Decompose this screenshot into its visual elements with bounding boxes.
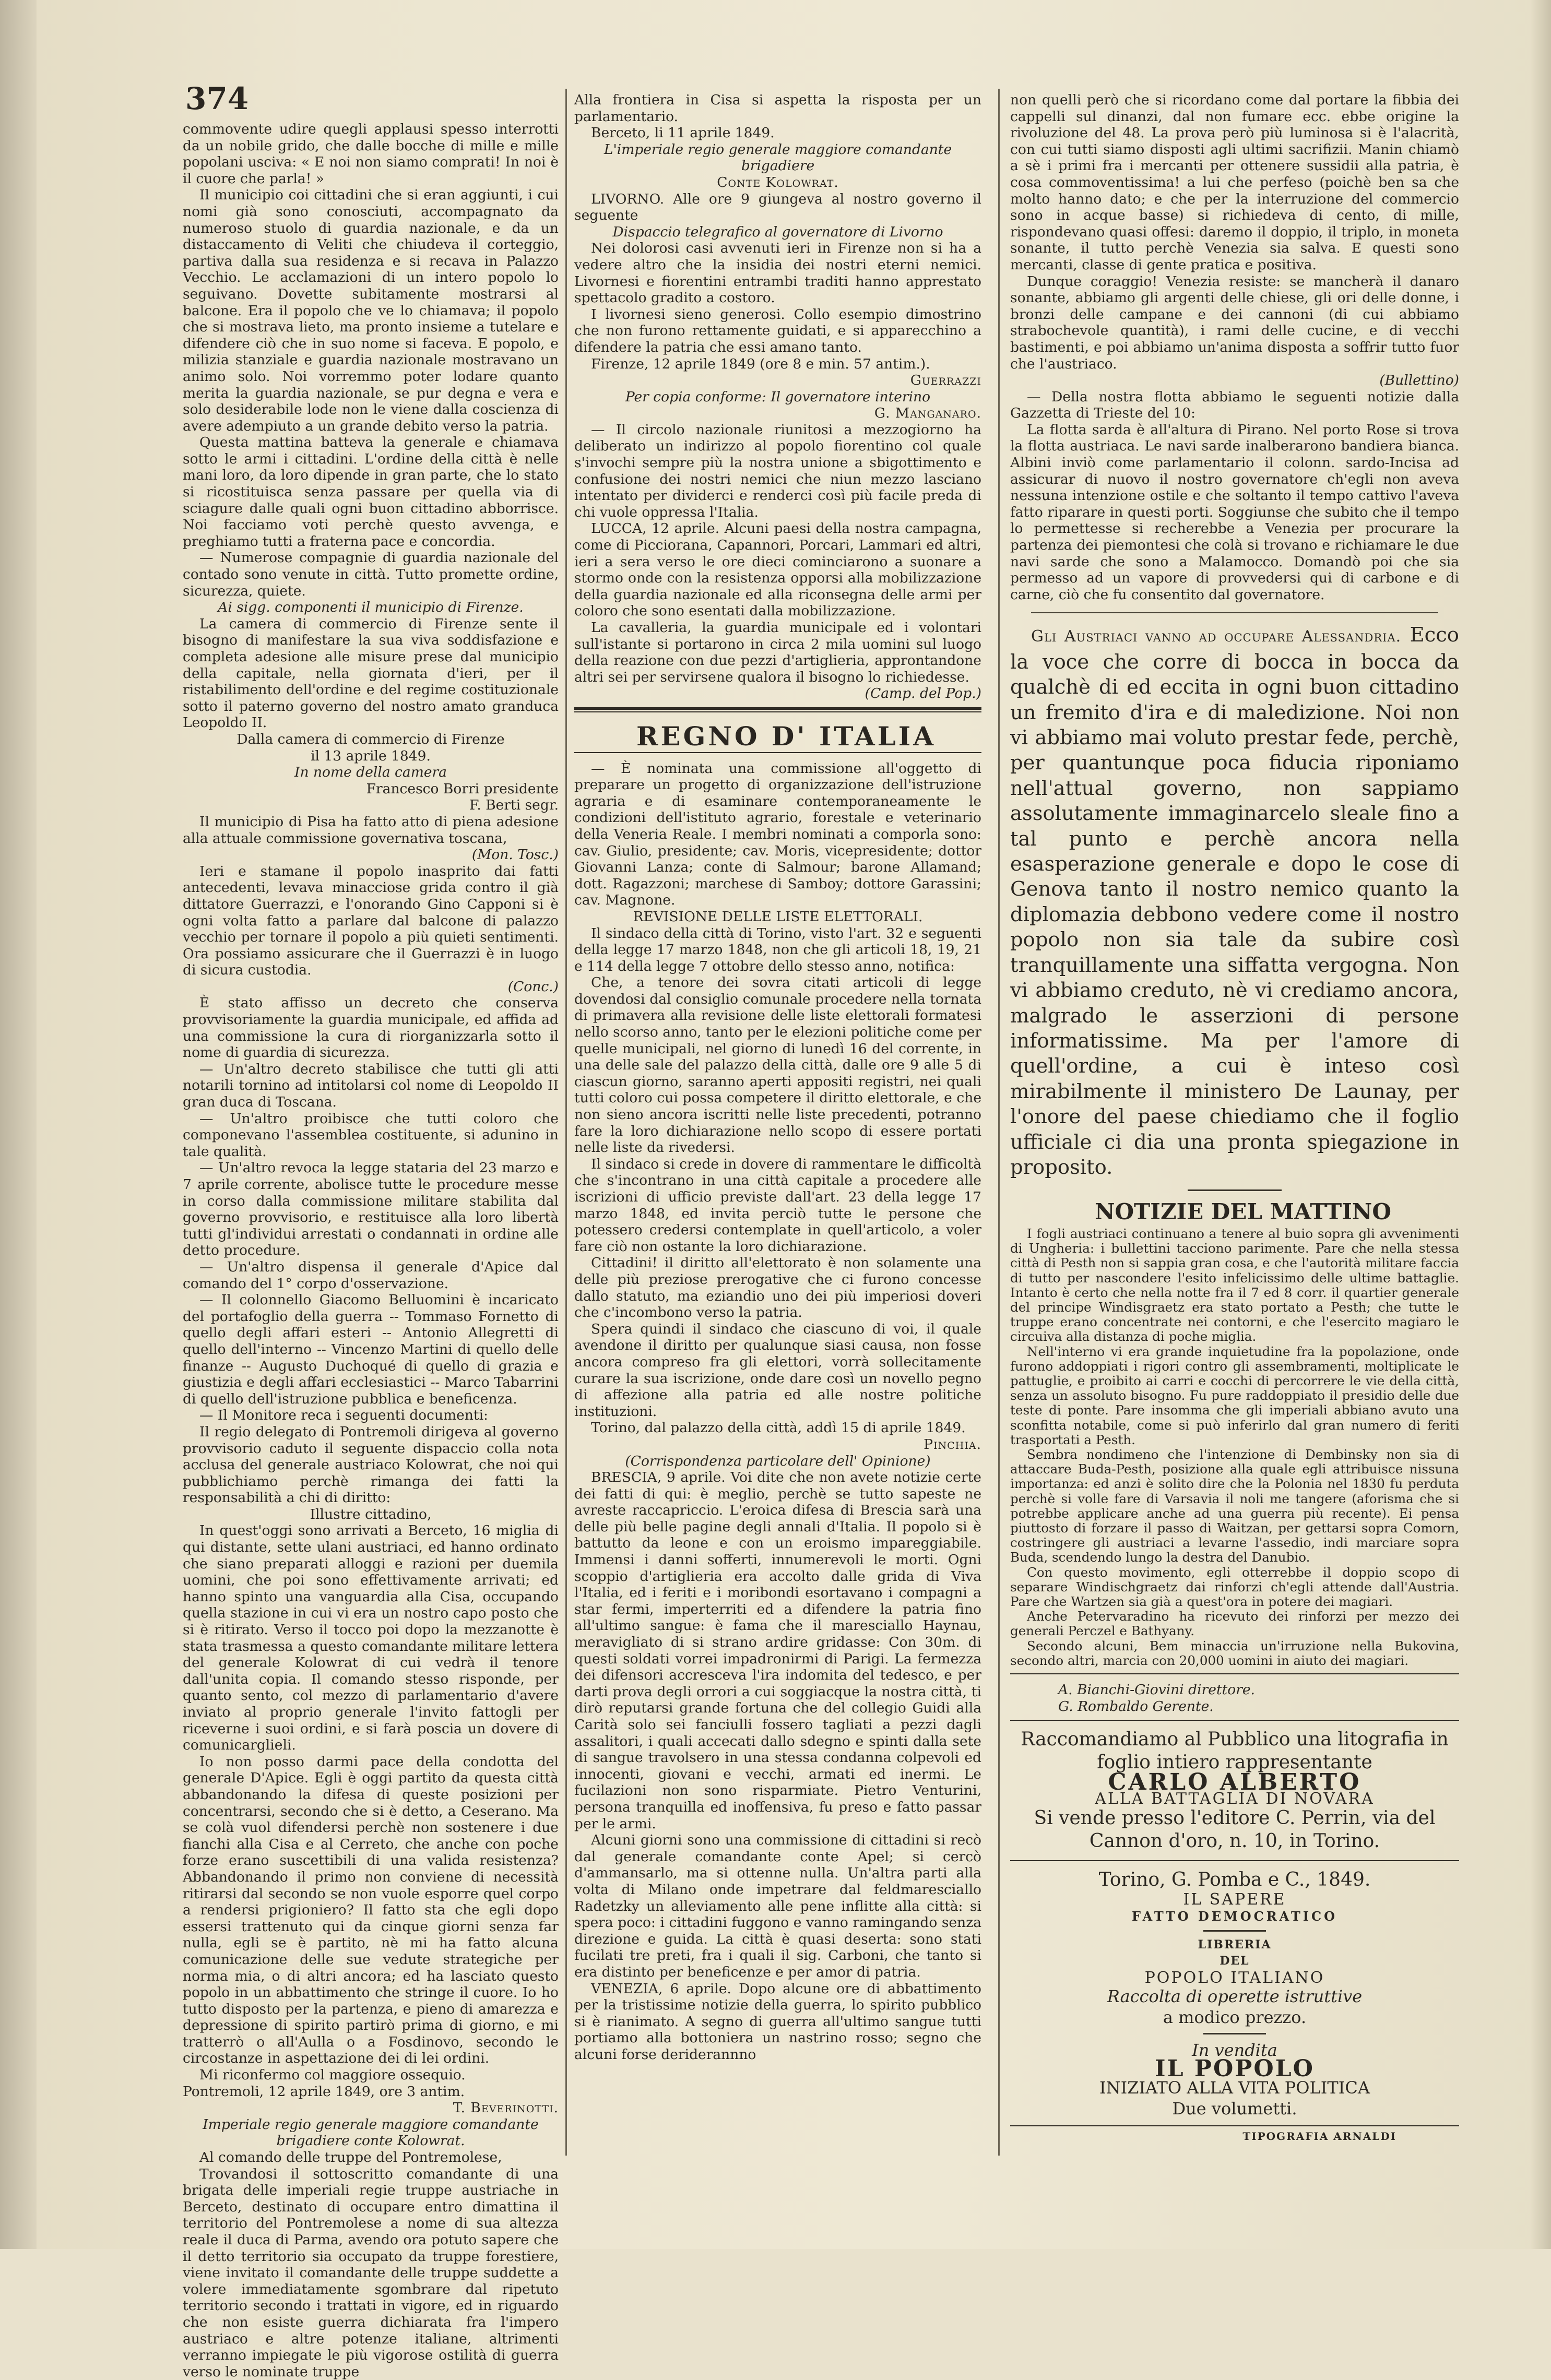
decree-paragraph: — Un'altro proibisce che tutti coloro che componevano l'assemblea costituente, si adunino in tale qualità. bbox=[183, 1110, 559, 1160]
column-2 bbox=[574, 92, 981, 2232]
libreria-label: LIBRERIA bbox=[1198, 1937, 1272, 1951]
sapere-title: IL SAPERE bbox=[1183, 1890, 1286, 1909]
livorno-paragraph: Nei dolorosi casi avvenuti ieri in Firenze non si ha a vedere altro che la insidia dei nostri eterni nemici. Livornesi e fiorentini entrambi traditi hanno apprestato spettacolo gradito a costoro. bbox=[574, 240, 981, 306]
publisher-line: Torino, G. Pomba e C., 1849. bbox=[1098, 1869, 1371, 1891]
letter-paragraph: Mi riconfermo col maggiore ossequio. bbox=[199, 2067, 466, 2084]
ieri-text: Ieri e stamane il popolo inasprito dai fatti antecedenti, levava minacciose grida contro il già dittatore Guerrazzi, e l'onorando Gino Capponi si è ogni volta fatto a parlare dal balcone di palazzo vecchio per tornare il popolo a più quieti sentimenti. Ora possiamo assicurare che il Guerrazzi è in luogo di sicura custodia. bbox=[183, 863, 559, 979]
austriaci-text: Ecco la voce che corre di bocca in bocca da qualchè di ed eccita in ogni buon cittadino un fremito d'ira e di maledizione. Noi non vi abbiamo mai voluto prestar fede, perchè, per quantunque poca fiducia riponiamo nell'attual governo, non sappiamo assolutamente immaginarcelo sleale fino a tal punto e perchè ancora nella esasperazione generale e dopo le cose di Genova tanto il nostro nemico quanto la diplomazia debbono vedere come il nostro popolo non sia tale da subire così tranquillamente una siffatta vergogna. Non vi abbiamo creduto, nè vi crediamo ancora, malgrado le asserzioni di persone informatissime. Ma per l'amore di quell'ordine, a cui è inteso così mirabilmente il ministero De Launay, per l'onore del paese chiediamo che il foglio ufficiale ci dia una pronta spiegazione in proposito. bbox=[1010, 623, 1459, 1179]
brescia-text: BRESCIA, 9 aprile. Voi dite che non avete notizie certe dei fatti di qui: è meglio, perchè se tutto sapeste ne avreste raccapriccio. L'eroica difesa di Brescia sarà una delle più belle pagine degli annali d'Italia. Il popolo si è battutto da leone e con un eroismo impareggiabile. Immensi i danni sofferti, innumerevoli le morti. Ogni scoppio d'artiglieria era accolto dalle grida di Viva l'Italia, ed i feriti e i moribondi esortavano i compagni a star fermi, imperterriti ed a difendere la patria fino all'ultimo sangue: è fama che il maresciallo Haynau, meravigliato di si strano ardire gridasse: Con 30m. di questi soldati vorrei impadronirmi di Parigi. La fermezza dei difensori accresceva l'ira indomita del tedesco, e per darti prova degli orrori a cui soggiacque la nostra città, ti dirò reputarsi grande fortuna che del collegio Guidi alla Carità solo sei fanciulli fossero tagliati a pezzi dagli assalitori, i quali accecati dallo sdegno e spinti dalla sete di sangue travolsero in una stessa condanna colpevoli ed innocenti, giovani e vecchi, armati ed inermi. Le fucilazioni non sono risparmiate. Pietro Venturini, persona tranquilla ed inoffensiva, fu preso e fatto passar per le armi. bbox=[574, 1469, 981, 1832]
tipografia-line: TIPOGRAFIA ARNALDI bbox=[1242, 2129, 1396, 2143]
popolo-italiano: POPOLO ITALIANO bbox=[1144, 1968, 1325, 1987]
revisione-paragraph: Il sindaco si crede in dovere di rammentare le difficoltà che s'incontrano in una città capitale a procedere alle iscrizioni di ufficio previste dall'art. 23 della legge 17 marzo 1848, ed invita perciò tutte le persone che potessero credersi contemplate in quell'articolo, a voler fare ciò non ostante la loro dichiarazione. bbox=[574, 1156, 981, 1255]
camera-name-line: In nome della camera bbox=[294, 764, 447, 781]
livorno-subhead: Dispaccio telegrafico al governatore di Livorno bbox=[612, 223, 943, 240]
commissione-text: — È nominata una commissione all'oggetto di preparare un progetto di organizzazione dell'istruzione agraria e di esaminare contemporaneamente le condizioni dell'istituto agrario, forestale e veterinario della Veneria Reale. I membri nominati a comporla sono: cav. Giulio, presidente; cav. Moris, vicepresidente; dottor Giovanni Lanza; conte di Salmour; barone Allamand; dott. Ragazzoni; marchese di Samboy; dottore Garassini; cav. Magnone. bbox=[574, 760, 981, 909]
corrispondenza-line: (Corrispondenza particolare dell' Opinione) bbox=[625, 1453, 931, 1469]
notizie-paragraph: I fogli austriaci continuano a tenere al buio sopra gli avvenimenti di Ungheria: i bullettini tacciono parimente. Pare che nella stessa città di Pesth non si sappia gran cosa, e che l'autorità militare faccia di tutto per nascondere l'esito infelicissimo delle ultime battaglie. Intanto è certo che nella notte fra il 7 ed 8 corr. il quartier generale del principe Windisgraetz era stato portato a Pesth; che tutte le truppe erano concentrate nei contorni, e che l'esercito magiaro le circuiva alla distanza di poche miglia. bbox=[1010, 1225, 1459, 1344]
director-line: A. Bianchi-Giovini direttore. bbox=[1058, 1682, 1255, 1698]
notizie-paragraph: Con questo movimento, egli otterrebbe il doppio scopo di separare Windischgraetz dai rinforzi ch'egli attende dall'Austria. Pare che Wartzen sia già a quest'ora in potere dei magiari. bbox=[1010, 1564, 1459, 1610]
circolo-text: — Il circolo nazionale riunitosi a mezzogiorno ha deliberato un indirizzo al popolo fiorentino col quale s'invochi sempre più la nostra unione a sbigottimento e confusione dei nostri nemici che niun mezzo lasciano intentato per dividerci e renderci così più facile preda di chi vuole oppressa l'Italia. bbox=[574, 421, 981, 520]
austriaci-article bbox=[1010, 623, 1459, 1180]
article-paragraph: Il municipio coi cittadini che si eran aggiunti, i cui nomi già sono conosciuti, accompagnato da numeroso stuolo di guardia nazionale, e da un distaccamento di Veliti che chiudeva il corteggio, partiva dalla sua residenza e si recava in Palazzo Vecchio. Le acclamazioni di un intero popolo lo seguivano. Dovette subitamente mostrarsi al balcone. Era il popolo che ve lo chiamava; il popolo che si mostrava lieto, ma pronto insieme a tutelare e difendere ciò che in suo nome si faceva. E popolo, e milizia stanziale e guardia nazionale mostravano un animo solo. Noi vorremmo poter lodare quanto merita la guardia nazionale, se pur degna e vera e solo desiderabile lode non le viene dalla coscienza di avere adempiuto a un grande debito verso la patria. bbox=[183, 187, 559, 434]
section-rule-short bbox=[1188, 1189, 1282, 1191]
notizie-paragraph: Sembra nondimeno che l'intenzione di Dembinsky non sia di attaccare Buda-Pesth, posizione alla quale egli attribuisce nissuna importanza: ed anzi è solito dire che la Polonia nel 1830 fu perduta perchè si volle fare di Varsavia il noli me tangere (aforisma che si potrebbe applicare anche ad una guerra più recente). Ei pensa piuttosto di forzare il passo di Waitzan, per gettarsi sopra Comorn, costringere gli austriaci a levarne l'assedio, indi marciare sopra Buda, scendendo lungo la destra del Danubio. bbox=[1010, 1446, 1459, 1565]
masthead-rule-top bbox=[574, 707, 981, 710]
masthead-regno-d-italia: REGNO D' ITALIA bbox=[636, 720, 937, 752]
masthead-rule-top-thin bbox=[574, 711, 981, 712]
flotta-intro: — Della nostra flotta abbiamo le seguenti notizie dalla Gazzetta di Trieste del 10: bbox=[1010, 388, 1459, 422]
decree-paragraph: — Un'altro dispensa il generale d'Apice dal comando del 1° corpo d'osservazione. bbox=[183, 1258, 559, 1292]
revisione-paragraph: Spera quindi il sindaco che ciascuno di voi, il quale avendone il diritto per qualunque siasi causa, non fosse ancora compreso fra gli elettori, vorrà sollecitamente curare la sua iscrizione, onde dare così un novello pegno di affezione alla patria ed alle nostre politiche instituzioni. bbox=[574, 1320, 981, 1420]
lucca-text: LUCCA, 12 aprile. Alcuni paesi della nostra campagna, come di Picciorana, Capannori, Porcari, Lammari ed altri, ieri a sera verso le ore dieci cominciarono a suonare a stormo onde con la resistenza opporsi alla mobilizzazione della guardia nazionale ed alla riconsegna delle armi per coloro che sono esentati dalla mobilizzazione. bbox=[574, 520, 981, 620]
column-rule-2 bbox=[998, 89, 1000, 2156]
kolowrat-continuation: Alla frontiera in Cisa si aspetta la risposta per un parlamentario. bbox=[574, 92, 981, 125]
letter-signature: T. Beverinotti. bbox=[453, 2100, 559, 2116]
ieri-source: (Conc.) bbox=[507, 978, 559, 995]
flotta-text: La flotta sarda è all'altura di Pirano. Nel porto Rose si trova la flotta austriaca. Le navi sarde inalberarono bandiera bianca. Albini inviò come parlamentario il colonn. sardo-Incisa ad assicurar di nuovo il nostro governatore ch'egli non aveva nessuna intenzione ostile e che soltanto il tempo cattivo l'aveva fatto riparare in questi porti. Soggiunse che subito che il tempo lo permettesse si recherebbe a Venezia per procurare la partenza dei piemontesi che colà si trovano e richiamare le due navi sarde che sono a Malamocco. Domandò poi che sia permesso ad un vapore di provvedersi qui di carbone e di carne, ciò che fu consentito dal governatore. bbox=[1010, 421, 1459, 603]
ad-sale: Si vende presso l'editore C. Perrin, via del Cannon d'oro, n. 10, in Torino. bbox=[1034, 1807, 1436, 1852]
decree-paragraph: — Il colonnello Giacomo Belluomini è incaricato del portafoglio della guerra -- Tommaso Fornetto di quello degli affari esteri -- Antonio Allegretti di quello dell'interno -- Vincenzo Martini di quello delle finanze -- Augusto Duchoqué di quello di grazia e giustizia e degli affari ecclesiastici -- Marco Tabarrini di quello dell'istruzione pubblica e beneficenza. bbox=[183, 1292, 559, 1407]
page-fold-shadow bbox=[0, 0, 37, 2249]
decree-paragraph: — Il Monitore reca i seguenti documenti: bbox=[199, 1407, 488, 1424]
revisione-heading: REVISIONE DELLE LISTE ELETTORALI. bbox=[633, 908, 923, 925]
iniziato-line: INIZIATO ALLA VITA POLITICA bbox=[1099, 2077, 1370, 2098]
fatto-democratico: FATTO DEMOCRATICO bbox=[1131, 1909, 1338, 1924]
camera-text: La camera di commercio di Firenze sente il bisogno di manifestare la sua viva soddisfazione e completa adesione alle misure prese dal municipio della capitale, nella giornata d'ieri, per il ristabilimento dell'ordine e del regime costituzionale sotto il paterno governo del nostro amato granduca Leopoldo II. bbox=[183, 615, 559, 731]
ad-small-rule-2 bbox=[1203, 2033, 1266, 2034]
revisione-paragraph: Che, a tenore dei sovra citati articoli di legge dovendosi dal consiglio comunale procedere nella tornata di primavera alla revisione delle liste elettorali formatesi nello scorso anno, tanto per le elezioni politiche come per quelle municipali, nel giorno di lunedì 16 del corrente, in una delle sale del palazzo della città, dalle ore 9 alle 5 di ciascun giorno, saranno aperti appositi registri, nei quali tutti coloro cui possa competere il diritto elettorale, e che non sieno ancora iscritti nelle liste precedenti, potranno fare la loro dichiarazione nello scopo di essere portati nelle liste da rivedersi. bbox=[574, 974, 981, 1156]
kolowrat-date: Berceto, li 11 aprile 1849. bbox=[591, 125, 775, 141]
section-rule bbox=[1031, 612, 1438, 613]
cavalleria-source: (Camp. del Pop.) bbox=[865, 685, 981, 702]
letter-date: Pontremoli, 12 aprile 1849, ore 3 antim. bbox=[183, 2083, 465, 2100]
tipografia-rule bbox=[1010, 2125, 1459, 2126]
letter-paragraph: In quest'oggi sono arrivati a Berceto, 16 miglia di qui distante, sette ulani austriaci, ed hanno ordinato che siano preparati alloggi e razioni per duemila uomini, che poi sono effettivamente arrivati; ed hanno spinto una vanguardia alla Cisa, occupando quella stazione in cui vi era un nostro capo posto che si è ritirato. Verso il tocco poi dopo la mezzanotte è stata trasmessa a questo comandante militare lettera del generale Kolowrat di cui vedrà il tenore dall'unita copia. Il comando stesso risponde, per quanto sento, col mezzo di parlamentario d'avere inviato al proprio generale l'invito fattogli per riceverne i suoi ordini, e si farà poscia un dovere di comunicarglieli. bbox=[183, 1522, 559, 1754]
ad-title: CARLO ALBERTO bbox=[1108, 1769, 1361, 1796]
venezia-continuation: Dunque coraggio! Venezia resiste: se mancherà il danaro sonante, abbiamo gli argenti delle chiese, gli ori delle donne, i bronzi delle campane e dei cannoni (di cui abbiamo strabochevole quantità), i rami delle cucine, e di vecchi bastimenti, e poi abbiamo un'anima disposta a soffrir tutto fuor che l'austriaco. bbox=[1010, 273, 1459, 372]
ad-subtitle: ALLA BATTAGLIA DI NOVARA bbox=[1095, 1789, 1375, 1808]
camera-from: Dalla camera di commercio di Firenze bbox=[236, 731, 505, 747]
kolowrat-sign-title: L'imperiale regio generale maggiore comandante brigadiere bbox=[603, 141, 952, 174]
camera-heading: Ai sigg. componenti il municipio di Firenze. bbox=[218, 599, 524, 616]
pisa-text: Il municipio di Pisa ha fatto atto di piena adesione alla attuale commissione governativa toscana, bbox=[183, 813, 559, 847]
livorno-sign: Guerrazzi bbox=[910, 372, 981, 389]
revisione-paragraph: Cittadini! il diritto all'elettorato è non solamente una delle più preziose prerogative che ci furono concesse dallo statuto, ma eziandio uno dei più imperiosi doveri che c'incombono verso la patria. bbox=[574, 1255, 981, 1321]
notizie-paragraph: Nell'interno vi era grande inquietudine fra la popolazione, onde furono addoppiati i rigori contro gli assembramenti, moltiplicate le pattuglie, e proibito ai carri e cocchi di percorrere le vie della città, senza un assoluto bisogno. Fu pure raddoppiato il presidio delle due teste di ponte. Pare insomma che gli imperiali abbiano avuto una sconfitta notabile, come si può inferirlo dal gran numero di feriti trasportati a Pesth. bbox=[1010, 1343, 1459, 1447]
ad-rule-2 bbox=[1010, 1860, 1459, 1861]
kolowrat-title: Imperiale regio generale maggiore comandante brigadiere conte Kolowrat. bbox=[203, 2116, 539, 2149]
decree-paragraph: — Un'altro decreto stabilisce che tutti gli atti notarili tornino ad intitolarsi col nome di Leopoldo II gran duca di Toscana. bbox=[183, 1061, 559, 1111]
venezia-text: VENEZIA, 6 aprile. Dopo alcune ore di abbattimento per la tristissime notizie della guerra, lo spirito pubblico si è rianimato. A segno di guerra all'ultimo sangue tutti portiamo alla bottoniera un nastrino rosso; segno che alcuni forse deriderannno bbox=[574, 1980, 981, 2063]
livorno-copy-name: G. Manganaro. bbox=[874, 405, 981, 422]
venezia-continuation: non quelli però che si ricordano come dal portare la fibbia dei cappelli sul dinanzi, dal non fumare ecc. ebbe origine la rivoluzione del 48. La prova però più luminosa si è l'alacrità, con cui tutti siamo disposti agli ultimi sacrifizii. Manin chiamò a sè i primi fra i mercanti per ottenere sussidii alla patria, è cosa commoventissima! a lui che perfeso (poichè ben sa che molto hanno dato; e che per la interruzione del commercio sono in acque basse) si richiedeva di cento, di mille, rispondevano quasi offesi: daremo il doppio, il triplo, in moneta sonante, il tutto perchè Venezia sia salva. E questi sono mercanti, classe di gente pratica e positiva. bbox=[1010, 92, 1459, 273]
decree-paragraph: — Un'altro revoca la legge stataria del 23 marzo e 7 aprile corrente, abolisce tutte le procedure messe in corso dalla commissione militare stabilita dal governo provvisorio, e restituisce alla loro libertà tutti gl'individui arrestati o condannati in ordine alle detto procedure. bbox=[183, 1160, 559, 1259]
volumetti-line: Due volumetti. bbox=[1172, 2098, 1297, 2119]
kolowrat-to: Al comando delle truppe del Pontremolese, bbox=[199, 2149, 502, 2166]
revisione-sign: Pinchia. bbox=[924, 1436, 981, 1453]
gerente-line: G. Rombaldo Gerente. bbox=[1058, 1698, 1214, 1715]
bulletin-source: (Bullettino) bbox=[1379, 372, 1459, 389]
masthead-rule-bottom bbox=[574, 752, 981, 753]
camera-president: Francesco Borri presidente bbox=[366, 780, 559, 797]
il-popolo-title: IL POPOLO bbox=[1155, 2055, 1315, 2082]
imprint-rule bbox=[1010, 1673, 1459, 1674]
article-paragraph: Questa mattina batteva la generale e chiamava sotto le armi i cittadini. L'ordine della città è nelle mani loro, da loro dipende in gran parte, che lo stato si ricostituisca senza passare per quella via di sciagure dalle quali ogni buon cittadino abborrisce. Noi facciamo voti perchè questo avvenga, e preghiamo tutti a fraterna pace e concordia. bbox=[183, 434, 559, 550]
del-label: DEL bbox=[1220, 1954, 1250, 1968]
article-paragraph: commovente udire quegli applausi spesso interrotti da un nobile grido, che dalle bocche di mille e mille popolani usciva: « E noi non siamo comprati! In noi è il cuore che parla! » bbox=[183, 121, 559, 187]
decree-paragraph: Il regio delegato di Pontremoli dirigeva al governo provvisorio caduto il seguente dispaccio colla nota acclusa del generale austriaco Kolowrat, che noi qui pubblichiamo perchè rimanga dei fatti la responsabilità a chi di diritto: bbox=[183, 1423, 559, 1506]
notizie-paragraph: Anche Petervaradino ha ricevuto dei rinforzi per mezzo dei generali Perczel e Bathyany. bbox=[1010, 1609, 1459, 1639]
column-rule-1 bbox=[565, 89, 567, 2156]
livorno-copy: Per copia conforme: Il governatore interino bbox=[625, 388, 931, 405]
livorno-paragraph: I livornesi sieno generosi. Collo esempio dimostrino che non furono rettamente guidati, e si apparecchino a difendere la patria che essi amano tanto. bbox=[574, 306, 981, 355]
vendita-line: In vendita bbox=[1192, 2040, 1277, 2061]
ad-small-rule bbox=[1203, 1930, 1266, 1932]
revisione-date: Torino, dal palazzo della città, addì 15 di aprile 1849. bbox=[591, 1420, 966, 1436]
kolowrat-sign-name: Conte Kolowrat. bbox=[717, 174, 839, 191]
column-1 bbox=[183, 121, 559, 2380]
austriaci-lead: Gli Austriaci vanno ad occupare Alessandria. bbox=[1031, 627, 1402, 646]
livorno-date: Firenze, 12 aprile 1849 (ore 8 e min. 57 antim.). bbox=[591, 355, 930, 372]
notizie-heading: NOTIZIE DEL MATTINO bbox=[1095, 1199, 1391, 1225]
decree-paragraph: È stato affisso un decreto che conserva provvisoriamente la guardia municipale, ed affida ad una commissione la cura di riorganizzarla sotto il nome di guardia di sicurezza. bbox=[183, 995, 559, 1061]
camera-date: il 13 aprile 1849. bbox=[311, 747, 431, 764]
ad-rule bbox=[1010, 1720, 1459, 1721]
page-number: 374 bbox=[185, 81, 249, 116]
letter-paragraph: Io non posso darmi pace della condotta del generale D'Apice. Egli è oggi partito da questa città abbandonando la difesa di queste posizioni per concentrarsi, secondo che si è detto, a Ceserano. Ma se colà vuol difendersi perchè non sostenere i due fianchi alla Cisa e al Cerreto, che anche con poche forze erano suscettibili di una valida resistenza? Abbandonando il primo non conviene di necessità ritirarsi dal secondo se non vuole esporre quel corpo a rendersi prigioniero? Il fatto sta che egli dopo essersi trattenuto qui da cinque giorni senza far nulla, egli se è partito, nè mi ha fatto alcuna comunicazione delle sue vedute strategiche per norma mia, o di altri ancora; ed ha lasciato questo popolo in un abbattimento che stringe il cuore. Io ho tutto disposto per la partenza, e pieno di amarezza e depressione di spirito partirò prima di giorno, e mi tratterrò o all'Aulla o a Fosdinovo, secondo le circostanze in aspettazione dei di lei ordini. bbox=[183, 1753, 559, 2067]
camera-secretary: F. Berti segr. bbox=[469, 797, 559, 814]
revisione-paragraph: Il sindaco della città di Torino, visto l'art. 32 e seguenti della legge 17 marzo 1848, non che gli articoli 18, 19, 21 e 114 della legge 7 ottobre dello stesso anno, notifica: bbox=[574, 925, 981, 974]
pisa-source: (Mon. Tosc.) bbox=[471, 847, 559, 863]
column-3 bbox=[1010, 92, 1459, 2232]
alcuni-text: Alcuni giorni sono una commissione di cittadini si recò dal generale comandante conte Apel; si cercò d'ammansarlo, ma si ottenne nulla. Un'altra parti alla volta di Milano onde impetrare dal feldmaresciallo Radetzky un alleviamento alle pene inflitte alla città: si spera poco: i cittadini fuggono e vanno ramingando senza direzione e guida. La città è quasi deserta: sono stati fucilati tre preti, fra i quali il sig. Carboni, che tanto si era distinto per beneficenze e per amor di patria. bbox=[574, 1832, 981, 1980]
ad-intro: Raccomandiamo al Pubblico una litografia in foglio intiero rappresentante bbox=[1021, 1729, 1449, 1774]
notizie-body bbox=[1010, 1227, 1459, 1668]
notizie-paragraph: Secondo alcuni, Bem minaccia un'irruzione nella Bukovina, secondo altri, marcia con 20,000 uomini in aiuto dei magiari. bbox=[1010, 1638, 1459, 1668]
page-right-edge bbox=[1530, 0, 1551, 2249]
article-paragraph: — Numerose compagnie di guardia nazionale del contado sono venute in città. Tutto promette ordine, sicurezza, quiete. bbox=[183, 550, 559, 599]
raccolta-line: Raccolta di operette istruttive bbox=[1107, 1986, 1363, 2007]
livorno-text: LIVORNO. Alle ore 9 giungeva al nostro governo il seguente bbox=[574, 191, 981, 224]
cavalleria-text: La cavalleria, la guardia municipale ed i volontari sull'istante si portarono in circa 2 mila uomini sul luogo della reazione con due pezzi d'artiglieria, approntandone altri sei per servirsene qualora il bisogno lo richiedesse. bbox=[574, 620, 981, 685]
letter-salutation: Illustre cittadino, bbox=[310, 1506, 432, 1522]
prezzo-line: a modico prezzo. bbox=[1163, 2007, 1307, 2028]
kolowrat-text: Trovandosi il sottoscritto comandante di una brigata delle imperiali regie truppe austriache in Berceto, destinato di occupare entro dimattina il territorio del Pontremolese a nome di sua altezza reale il duca di Parma, avendo ora potuto sapere che il detto territorio sia occupato da truppe forestiere, viene invitato il comandante delle truppe suddette a volere immediatamente sgombrare dal ripetuto territorio secondo i trattati in vigore, ed in riguardo che non esiste guerra dichiarata fra l'impero austriaco e altre potenze italiane, altrimenti verranno impiegate le più vigorose ostilità di guerra verso le nominate truppe bbox=[183, 2165, 559, 2380]
